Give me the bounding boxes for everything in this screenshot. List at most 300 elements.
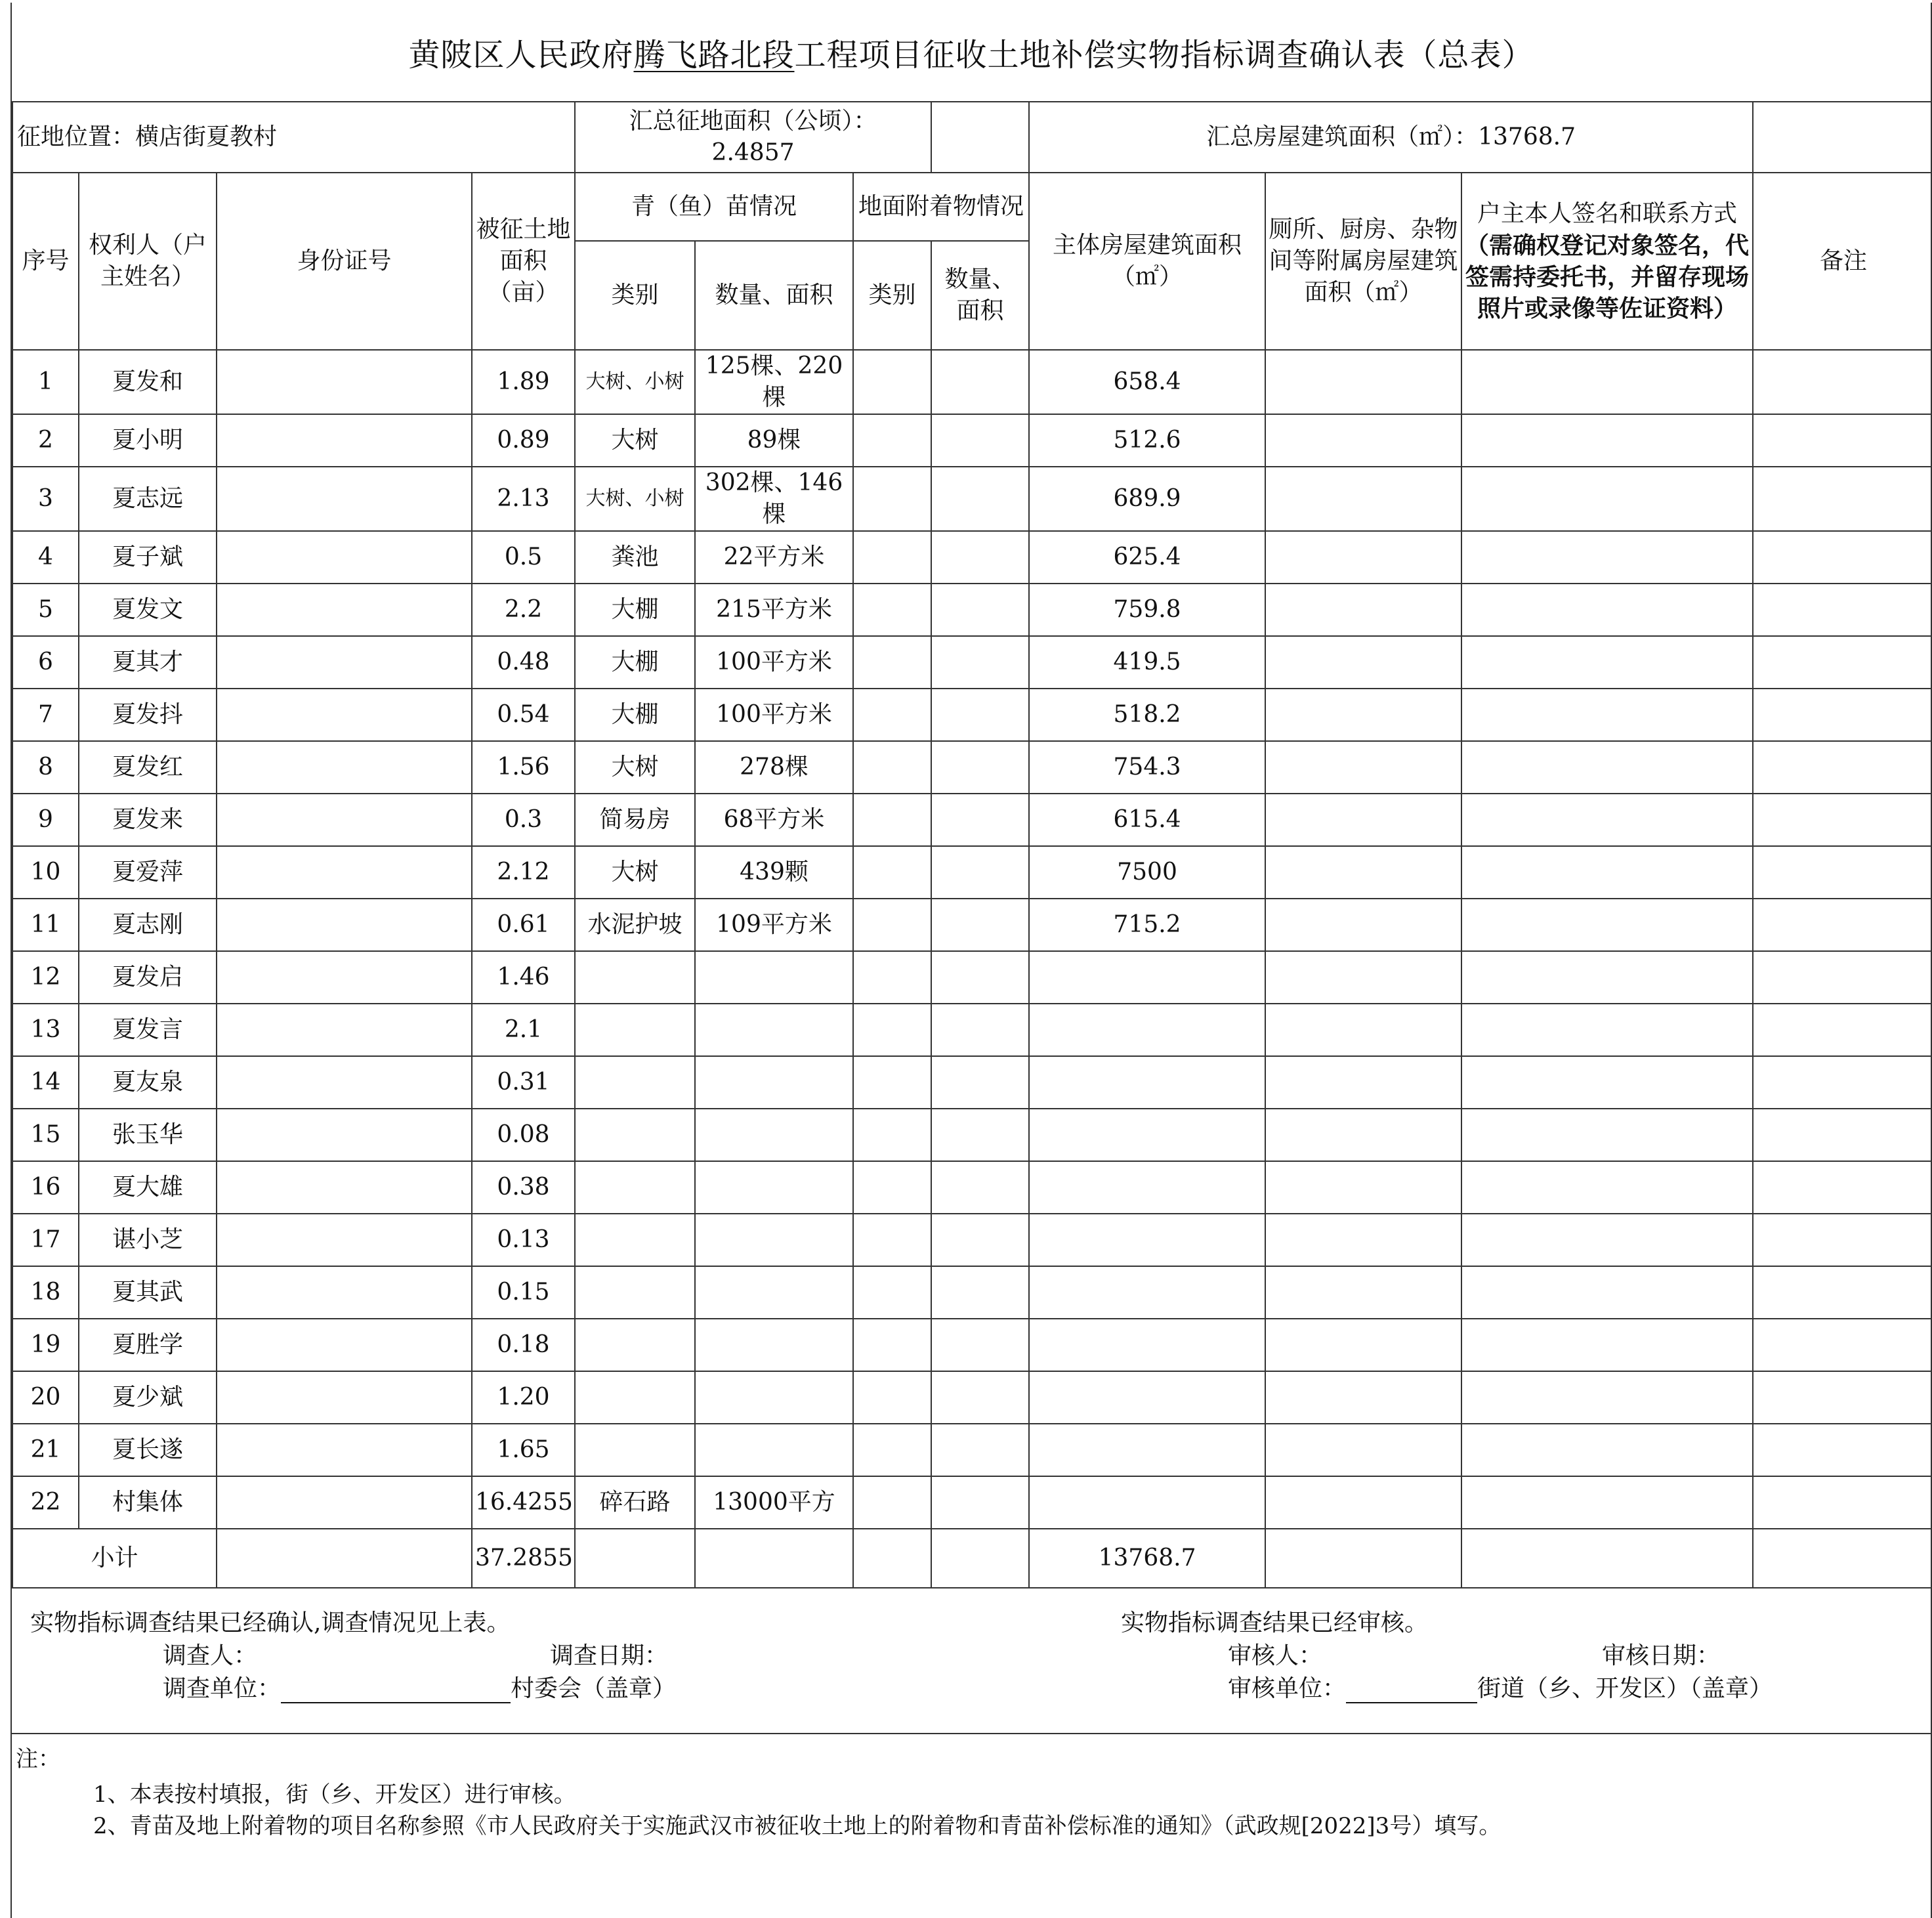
seedling-quantity: 100平方米 [695, 689, 853, 741]
owner-signature [1461, 531, 1753, 584]
remark [1753, 1161, 1932, 1214]
id-number [217, 794, 472, 846]
attachment-quantity [931, 414, 1029, 467]
attachment-quantity [931, 636, 1029, 689]
id-number [217, 951, 472, 1004]
attachment-type [853, 636, 931, 689]
aux-house-area [1265, 1424, 1461, 1476]
row-number: 9 [12, 794, 79, 846]
attachment-quantity [931, 1371, 1029, 1424]
owner-signature [1461, 1319, 1753, 1371]
owner-name: 夏志远 [79, 467, 217, 531]
main-house-area [1029, 1476, 1265, 1529]
land-area: 0.13 [472, 1214, 575, 1266]
owner-name: 夏友泉 [79, 1056, 217, 1109]
remark [1753, 1056, 1932, 1109]
id-number [217, 1004, 472, 1056]
remark [1753, 741, 1932, 794]
owner-name: 夏发来 [79, 794, 217, 846]
land-location: 征地位置：横店街夏教村 [12, 102, 575, 173]
id-number [217, 636, 472, 689]
land-area: 1.56 [472, 741, 575, 794]
aux-house-area [1265, 741, 1461, 794]
review-unit-line [1228, 1670, 1773, 1703]
attachment-type [853, 350, 931, 414]
review-unit-label: 审核单位： [1228, 1675, 1347, 1702]
id-number [217, 350, 472, 414]
row-number: 21 [12, 1424, 79, 1476]
id-number [217, 467, 472, 531]
owner-signature [1461, 350, 1753, 414]
table-row [12, 741, 1932, 794]
row-number: 4 [12, 531, 79, 584]
attachment-quantity [931, 741, 1029, 794]
main-house-area [1029, 1371, 1265, 1424]
owner-signature [1461, 1109, 1753, 1161]
attachment-quantity [931, 1266, 1029, 1319]
table-row [12, 414, 1932, 467]
owner-signature [1461, 1214, 1753, 1266]
land-area: 0.08 [472, 1109, 575, 1161]
owner-name: 夏发启 [79, 951, 217, 1004]
survey-date-label: 调查日期： [550, 1642, 669, 1669]
attachment-quantity [931, 1109, 1029, 1161]
id-number [217, 741, 472, 794]
seedling-type: 大树 [575, 741, 695, 794]
aux-house-area [1265, 689, 1461, 741]
attachment-type [853, 1214, 931, 1266]
seedling-type [575, 1319, 695, 1371]
table-row [12, 899, 1932, 951]
main-house-area: 7500 [1029, 846, 1265, 899]
owner-signature [1461, 1476, 1753, 1529]
row-number: 14 [12, 1056, 79, 1109]
remark [1753, 846, 1932, 899]
land-area: 2.1 [472, 1004, 575, 1056]
seedling-type [575, 951, 695, 1004]
row-number: 3 [12, 467, 79, 531]
seedling-quantity [695, 1056, 853, 1109]
land-area: 0.54 [472, 689, 575, 741]
owner-signature [1461, 414, 1753, 467]
owner-name: 夏发和 [79, 350, 217, 414]
row-number: 22 [12, 1476, 79, 1529]
attachment-quantity [931, 350, 1029, 414]
row-number: 20 [12, 1371, 79, 1424]
table-row [12, 1214, 1932, 1266]
title-project-name: 腾飞路北段 [633, 36, 795, 74]
note-2: 2、青苗及地上附着物的项目名称参照《市人民政府关于实施武汉市被征收土地上的附着物和青苗补偿标准的通知》（武政规[2022]3号）填写。 [93, 1813, 1502, 1839]
main-house-area: 689.9 [1029, 467, 1265, 531]
seedling-type: 大树、小树 [575, 467, 695, 531]
owner-signature [1461, 951, 1753, 1004]
note-1: 1、本表按村填报，街（乡、开发区）进行审核。 [93, 1781, 576, 1808]
seedling-quantity [695, 1319, 853, 1371]
attachment-type [853, 414, 931, 467]
seedling-quantity: 302棵、146棵 [695, 467, 853, 531]
header-signature [1461, 173, 1753, 350]
attachment-quantity [931, 1476, 1029, 1529]
owner-name: 村集体 [79, 1476, 217, 1529]
land-area: 0.31 [472, 1056, 575, 1109]
id-number [217, 414, 472, 467]
main-house-area [1029, 951, 1265, 1004]
main-house-area [1029, 1266, 1265, 1319]
attachment-type [853, 1004, 931, 1056]
seedling-type [575, 1371, 695, 1424]
aux-house-area [1265, 1476, 1461, 1529]
main-house-area [1029, 1056, 1265, 1109]
seedling-quantity [695, 1109, 853, 1161]
attachment-type [853, 1424, 931, 1476]
table-row [12, 1004, 1932, 1056]
seedling-quantity [695, 1266, 853, 1319]
owner-name: 夏小明 [79, 414, 217, 467]
seedling-type: 碎石路 [575, 1476, 695, 1529]
seedling-quantity [695, 951, 853, 1004]
aux-house-area [1265, 899, 1461, 951]
id-number [217, 1161, 472, 1214]
row-number: 2 [12, 414, 79, 467]
row-number: 7 [12, 689, 79, 741]
table-row [12, 467, 1932, 531]
owner-signature [1461, 584, 1753, 636]
id-number [217, 689, 472, 741]
id-number [217, 846, 472, 899]
seedling-quantity: 22平方米 [695, 531, 853, 584]
aux-house-area [1265, 1214, 1461, 1266]
row-number: 5 [12, 584, 79, 636]
seedling-type: 粪池 [575, 531, 695, 584]
row-number: 13 [12, 1004, 79, 1056]
attachment-type [853, 1161, 931, 1214]
aux-house-area [1265, 1161, 1461, 1214]
land-area: 2.2 [472, 584, 575, 636]
seedling-type [575, 1424, 695, 1476]
table-row [12, 1056, 1932, 1109]
table-row [12, 1109, 1932, 1161]
summary-blank-right [1753, 102, 1932, 173]
attachment-type [853, 951, 931, 1004]
remark [1753, 951, 1932, 1004]
id-number [217, 1371, 472, 1424]
aux-house-area [1265, 1266, 1461, 1319]
survey-confirm-text: 实物指标调查结果已经确认,调查情况见上表。 [30, 1609, 511, 1636]
owner-signature [1461, 846, 1753, 899]
aux-house-area [1265, 1056, 1461, 1109]
attachment-quantity [931, 1161, 1029, 1214]
owner-signature [1461, 794, 1753, 846]
remark [1753, 467, 1932, 531]
aux-house-area [1265, 1109, 1461, 1161]
owner-name: 夏少斌 [79, 1371, 217, 1424]
header-no: 序号 [12, 173, 79, 350]
land-area: 1.89 [472, 350, 575, 414]
subtotal-label: 小计 [12, 1529, 217, 1588]
owner-signature [1461, 1266, 1753, 1319]
header-signature-note: （需确权登记对象签名，代签需持委托书，并留存现场照片或录像等佐证资料） [1465, 232, 1750, 322]
row-number: 10 [12, 846, 79, 899]
id-number [217, 1056, 472, 1109]
id-number [217, 1214, 472, 1266]
attachment-quantity [931, 1319, 1029, 1371]
attachment-quantity [931, 584, 1029, 636]
owner-name: 夏发抖 [79, 689, 217, 741]
attachment-type [853, 1319, 931, 1371]
main-house-area [1029, 1424, 1265, 1476]
row-number: 11 [12, 899, 79, 951]
owner-name: 夏子斌 [79, 531, 217, 584]
attachment-quantity [931, 1056, 1029, 1109]
table-row [12, 1266, 1932, 1319]
land-area: 0.18 [472, 1319, 575, 1371]
aux-house-area [1265, 846, 1461, 899]
land-area: 1.20 [472, 1371, 575, 1424]
seedling-type: 大树、小树 [575, 350, 695, 414]
owner-signature [1461, 467, 1753, 531]
owner-signature [1461, 1161, 1753, 1214]
remark [1753, 899, 1932, 951]
aux-house-area [1265, 1319, 1461, 1371]
main-house-area [1029, 1161, 1265, 1214]
owner-name: 夏发红 [79, 741, 217, 794]
aux-house-area [1265, 531, 1461, 584]
seedling-quantity [695, 1371, 853, 1424]
row-number: 1 [12, 350, 79, 414]
remark [1753, 636, 1932, 689]
seedling-type [575, 1266, 695, 1319]
subtotal-land-area: 37.2855 [472, 1529, 575, 1588]
attachment-quantity [931, 689, 1029, 741]
row-number: 17 [12, 1214, 79, 1266]
survey-table [12, 101, 1932, 1588]
attachment-type [853, 741, 931, 794]
seedling-type [575, 1214, 695, 1266]
page-title [12, 3, 1931, 101]
remark [1753, 1476, 1932, 1529]
remark [1753, 1004, 1932, 1056]
owner-name: 谌小芝 [79, 1214, 217, 1266]
header-attach-type: 类别 [853, 241, 931, 350]
main-house-area: 419.5 [1029, 636, 1265, 689]
seedling-type: 大树 [575, 846, 695, 899]
table-row [12, 794, 1932, 846]
seedling-quantity [695, 1214, 853, 1266]
owner-name: 夏胜学 [79, 1319, 217, 1371]
attachment-type [853, 689, 931, 741]
seedling-quantity: 109平方米 [695, 899, 853, 951]
remark [1753, 1371, 1932, 1424]
investigator-label: 调查人： [163, 1642, 258, 1669]
land-area: 2.13 [472, 467, 575, 531]
owner-signature [1461, 689, 1753, 741]
review-unit-blank [1346, 1677, 1477, 1703]
owner-name: 夏长遂 [79, 1424, 217, 1476]
aux-house-area [1265, 584, 1461, 636]
main-house-area: 754.3 [1029, 741, 1265, 794]
main-house-area [1029, 1004, 1265, 1056]
land-area: 0.5 [472, 531, 575, 584]
main-house-area: 715.2 [1029, 899, 1265, 951]
id-number [217, 1476, 472, 1529]
attachment-quantity [931, 1424, 1029, 1476]
title-prefix: 黄陂区人民政府 [408, 36, 634, 74]
aux-house-area [1265, 1004, 1461, 1056]
owner-name: 夏志刚 [79, 899, 217, 951]
land-area: 0.3 [472, 794, 575, 846]
row-number: 16 [12, 1161, 79, 1214]
aux-house-area [1265, 1371, 1461, 1424]
remark [1753, 689, 1932, 741]
summary-blank [931, 102, 1029, 173]
table-row [12, 1476, 1932, 1529]
row-number: 8 [12, 741, 79, 794]
attachment-quantity [931, 899, 1029, 951]
id-number [217, 1266, 472, 1319]
land-area: 0.38 [472, 1161, 575, 1214]
attachment-quantity [931, 1214, 1029, 1266]
attachment-type [853, 1476, 931, 1529]
seedling-quantity: 68平方米 [695, 794, 853, 846]
aux-house-area [1265, 350, 1461, 414]
id-number [217, 899, 472, 951]
attachment-type [853, 1109, 931, 1161]
seedling-quantity: 89棵 [695, 414, 853, 467]
row-number: 18 [12, 1266, 79, 1319]
seedling-quantity: 13000平方 [695, 1476, 853, 1529]
remark [1753, 531, 1932, 584]
owner-signature [1461, 1004, 1753, 1056]
attachment-type [853, 1371, 931, 1424]
main-house-area [1029, 1319, 1265, 1371]
owner-signature [1461, 1371, 1753, 1424]
seedling-type [575, 1004, 695, 1056]
table-row [12, 951, 1932, 1004]
seedling-type: 大树 [575, 414, 695, 467]
survey-unit-line [163, 1670, 676, 1703]
summary-row [12, 102, 1932, 173]
owner-name: 夏发言 [79, 1004, 217, 1056]
remark [1753, 1424, 1932, 1476]
main-house-area: 658.4 [1029, 350, 1265, 414]
header-owner: 权利人（户主姓名） [79, 173, 217, 350]
confirmation-footer [12, 1561, 1931, 1734]
attachment-type [853, 899, 931, 951]
attachment-type [853, 846, 931, 899]
aux-house-area [1265, 636, 1461, 689]
row-number: 15 [12, 1109, 79, 1161]
id-number [217, 584, 472, 636]
header-remark: 备注 [1753, 173, 1932, 350]
header-seedling-qty: 数量、面积 [695, 241, 853, 350]
aux-house-area [1265, 794, 1461, 846]
table-row [12, 531, 1932, 584]
main-house-area: 512.6 [1029, 414, 1265, 467]
header-main-house: 主体房屋建筑面积（㎡） [1029, 173, 1265, 350]
owner-signature [1461, 636, 1753, 689]
land-area: 0.89 [472, 414, 575, 467]
seedling-type: 简易房 [575, 794, 695, 846]
attachment-type [853, 531, 931, 584]
seedling-type [575, 1161, 695, 1214]
seedling-quantity [695, 1004, 853, 1056]
owner-signature [1461, 1056, 1753, 1109]
owner-signature [1461, 741, 1753, 794]
land-area: 1.65 [472, 1424, 575, 1476]
attachment-type [853, 1056, 931, 1109]
attachment-quantity [931, 794, 1029, 846]
table-row [12, 1319, 1932, 1371]
remark [1753, 584, 1932, 636]
seedling-type [575, 1109, 695, 1161]
total-building-area: 汇总房屋建筑面积（㎡）：13768.7 [1029, 102, 1753, 173]
main-house-area [1029, 1214, 1265, 1266]
table-row [12, 1371, 1932, 1424]
remark [1753, 1214, 1932, 1266]
land-area: 0.61 [472, 899, 575, 951]
owner-signature [1461, 1424, 1753, 1476]
seedling-quantity: 100平方米 [695, 636, 853, 689]
table-row [12, 350, 1932, 414]
table-row [12, 689, 1932, 741]
row-number: 6 [12, 636, 79, 689]
header-attach-qty: 数量、面积 [931, 241, 1029, 350]
id-number [217, 531, 472, 584]
seedling-type: 大棚 [575, 689, 695, 741]
seedling-type: 大棚 [575, 636, 695, 689]
main-house-area: 625.4 [1029, 531, 1265, 584]
id-number [217, 1424, 472, 1476]
attachment-quantity [931, 1004, 1029, 1056]
attachment-quantity [931, 846, 1029, 899]
header-land-area: 被征土地面积（亩） [472, 173, 575, 350]
table-row [12, 846, 1932, 899]
survey-sheet [10, 3, 1932, 1918]
total-land-area-value: 2.4857 [711, 139, 795, 166]
header-row-1 [12, 173, 1932, 241]
notes-label: 注： [16, 1746, 60, 1772]
owner-name: 夏其武 [79, 1266, 217, 1319]
table-row [12, 1424, 1932, 1476]
seedling-quantity: 125棵、220棵 [695, 350, 853, 414]
owner-name: 夏大雄 [79, 1161, 217, 1214]
total-land-area [575, 102, 931, 173]
attachment-quantity [931, 467, 1029, 531]
seedling-quantity [695, 1161, 853, 1214]
attachment-type [853, 584, 931, 636]
id-number [217, 1109, 472, 1161]
aux-house-area [1265, 467, 1461, 531]
remark [1753, 794, 1932, 846]
remark [1753, 1319, 1932, 1371]
attachment-type [853, 1266, 931, 1319]
header-attachment: 地面附着物情况 [853, 173, 1029, 241]
remark [1753, 1266, 1932, 1319]
header-signature-title: 户主本人签名和联系方式 [1477, 200, 1738, 227]
header-aux-house: 厕所、厨房、杂物间等附属房屋建筑面积（㎡） [1265, 173, 1461, 350]
aux-house-area [1265, 414, 1461, 467]
survey-unit-label: 调查单位： [163, 1675, 282, 1702]
seedling-quantity: 278棵 [695, 741, 853, 794]
title-suffix: 工程项目征收土地补偿实物指标调查确认表（总表） [794, 36, 1534, 74]
reviewer-label: 审核人： [1228, 1642, 1323, 1669]
land-area: 2.12 [472, 846, 575, 899]
header-id: 身份证号 [217, 173, 472, 350]
seedling-quantity [695, 1424, 853, 1476]
land-area: 1.46 [472, 951, 575, 1004]
land-area: 16.4255 [472, 1476, 575, 1529]
main-house-area [1029, 1109, 1265, 1161]
